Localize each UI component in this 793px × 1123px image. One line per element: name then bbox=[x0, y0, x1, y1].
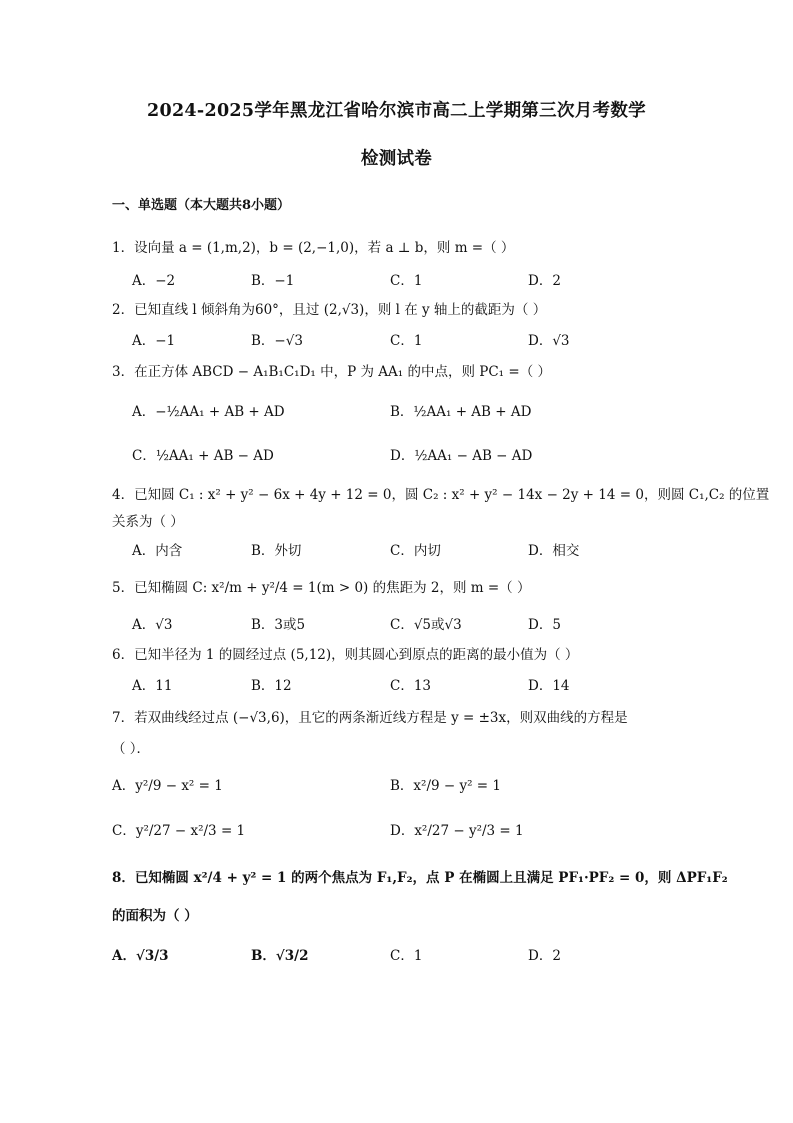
question-4-option-c: C．内切 bbox=[390, 543, 441, 559]
question-8-stem-line1: 8．已知椭圆 x²/4 + y² = 1 的两个焦点为 F₁,F₂，点 P 在椭圆上且满足 PF₁·PF₂ = 0，则 ΔPF₁F₂ bbox=[112, 870, 728, 886]
question-2-option-c: C．1 bbox=[390, 333, 423, 349]
question-8-option-a: A．√3/3 bbox=[112, 948, 169, 964]
exam-title-line2: 检测试卷 bbox=[360, 149, 433, 169]
question-6-option-c: C．13 bbox=[390, 678, 432, 694]
question-4-option-d: D．相交 bbox=[528, 543, 580, 559]
exam-title-line1: 2024-2025学年黑龙江省哈尔滨市高二上学期第三次月考数学 bbox=[147, 101, 646, 121]
question-2-option-a: A．−1 bbox=[132, 333, 176, 349]
question-3-option-a: A．−½AA₁ + AB + AD bbox=[132, 404, 285, 420]
question-7-stem-line1: 7．若双曲线经过点 (−√3,6)，且它的两条渐近线方程是 y = ±3x，则双曲线的方程是 bbox=[112, 710, 628, 726]
question-8-option-c: C．1 bbox=[390, 948, 423, 964]
question-4-option-b: B．外切 bbox=[251, 543, 302, 559]
question-8-option-b: B．√3/2 bbox=[251, 948, 309, 964]
question-2-option-b: B．−√3 bbox=[251, 333, 303, 349]
question-3-option-c: C．½AA₁ + AB − AD bbox=[132, 448, 274, 464]
question-8-stem-line2: 的面积为（ ） bbox=[112, 908, 198, 924]
question-1-option-b: B．−1 bbox=[251, 273, 295, 289]
question-7-option-d: D．x²/27 − y²/3 = 1 bbox=[390, 823, 524, 839]
question-6-option-a: A．11 bbox=[132, 678, 173, 694]
question-5-option-c: C．√5或√3 bbox=[390, 617, 462, 633]
question-7-stem-line2: （ ）． bbox=[112, 741, 151, 757]
question-5-option-d: D．5 bbox=[528, 617, 561, 633]
question-3-stem: 3．在正方体 ABCD − A₁B₁C₁D₁ 中，P 为 AA₁ 的中点，则 PC₁ =（ ） bbox=[112, 364, 551, 380]
question-2-option-d: D．√3 bbox=[528, 333, 570, 349]
question-6-option-b: B．12 bbox=[251, 678, 292, 694]
question-4-stem-line1: 4．已知圆 C₁ : x² + y² − 6x + 4y + 12 = 0，圆 C₂ : x² + y² − 14x − 2y + 14 = 0，则圆 C₁,C₂ 的位置 bbox=[112, 487, 770, 503]
question-7-option-a: A．y²/9 − x² = 1 bbox=[112, 778, 223, 794]
question-5-option-a: A．√3 bbox=[132, 617, 173, 633]
question-3-option-d: D．½AA₁ − AB − AD bbox=[390, 448, 533, 464]
question-4-option-a: A．内含 bbox=[132, 543, 183, 559]
question-6-stem: 6．已知半径为 1 的圆经过点 (5,12)，则其圆心到原点的距离的最小值为（ ） bbox=[112, 647, 579, 663]
question-8-option-d: D．2 bbox=[528, 948, 561, 964]
question-2-stem: 2．已知直线 l 倾斜角为60°，且过 (2,√3)，则 l 在 y 轴上的截距为（ ） bbox=[112, 302, 547, 318]
question-1-option-d: D．2 bbox=[528, 273, 561, 289]
question-1-option-c: C．1 bbox=[390, 273, 423, 289]
question-7-option-c: C．y²/27 − x²/3 = 1 bbox=[112, 823, 246, 839]
question-5-option-b: B．3或5 bbox=[251, 617, 306, 633]
question-5-stem: 5．已知椭圆 C: x²/m + y²/4 = 1(m > 0) 的焦距为 2，则 m =（ ） bbox=[112, 580, 531, 596]
question-7-option-b: B．x²/9 − y² = 1 bbox=[390, 778, 501, 794]
question-6-option-d: D．14 bbox=[528, 678, 570, 694]
section-heading: 一、单选题（本大题共8小题） bbox=[112, 198, 291, 213]
question-1-option-a: A．−2 bbox=[132, 273, 176, 289]
question-1-stem: 1．设向量 a = (1,m,2)，b = (2,−1,0)，若 a ⊥ b，则 m =（ ） bbox=[112, 240, 515, 256]
question-3-option-b: B．½AA₁ + AB + AD bbox=[390, 404, 532, 420]
question-4-stem-line2: 关系为（ ） bbox=[112, 514, 184, 530]
